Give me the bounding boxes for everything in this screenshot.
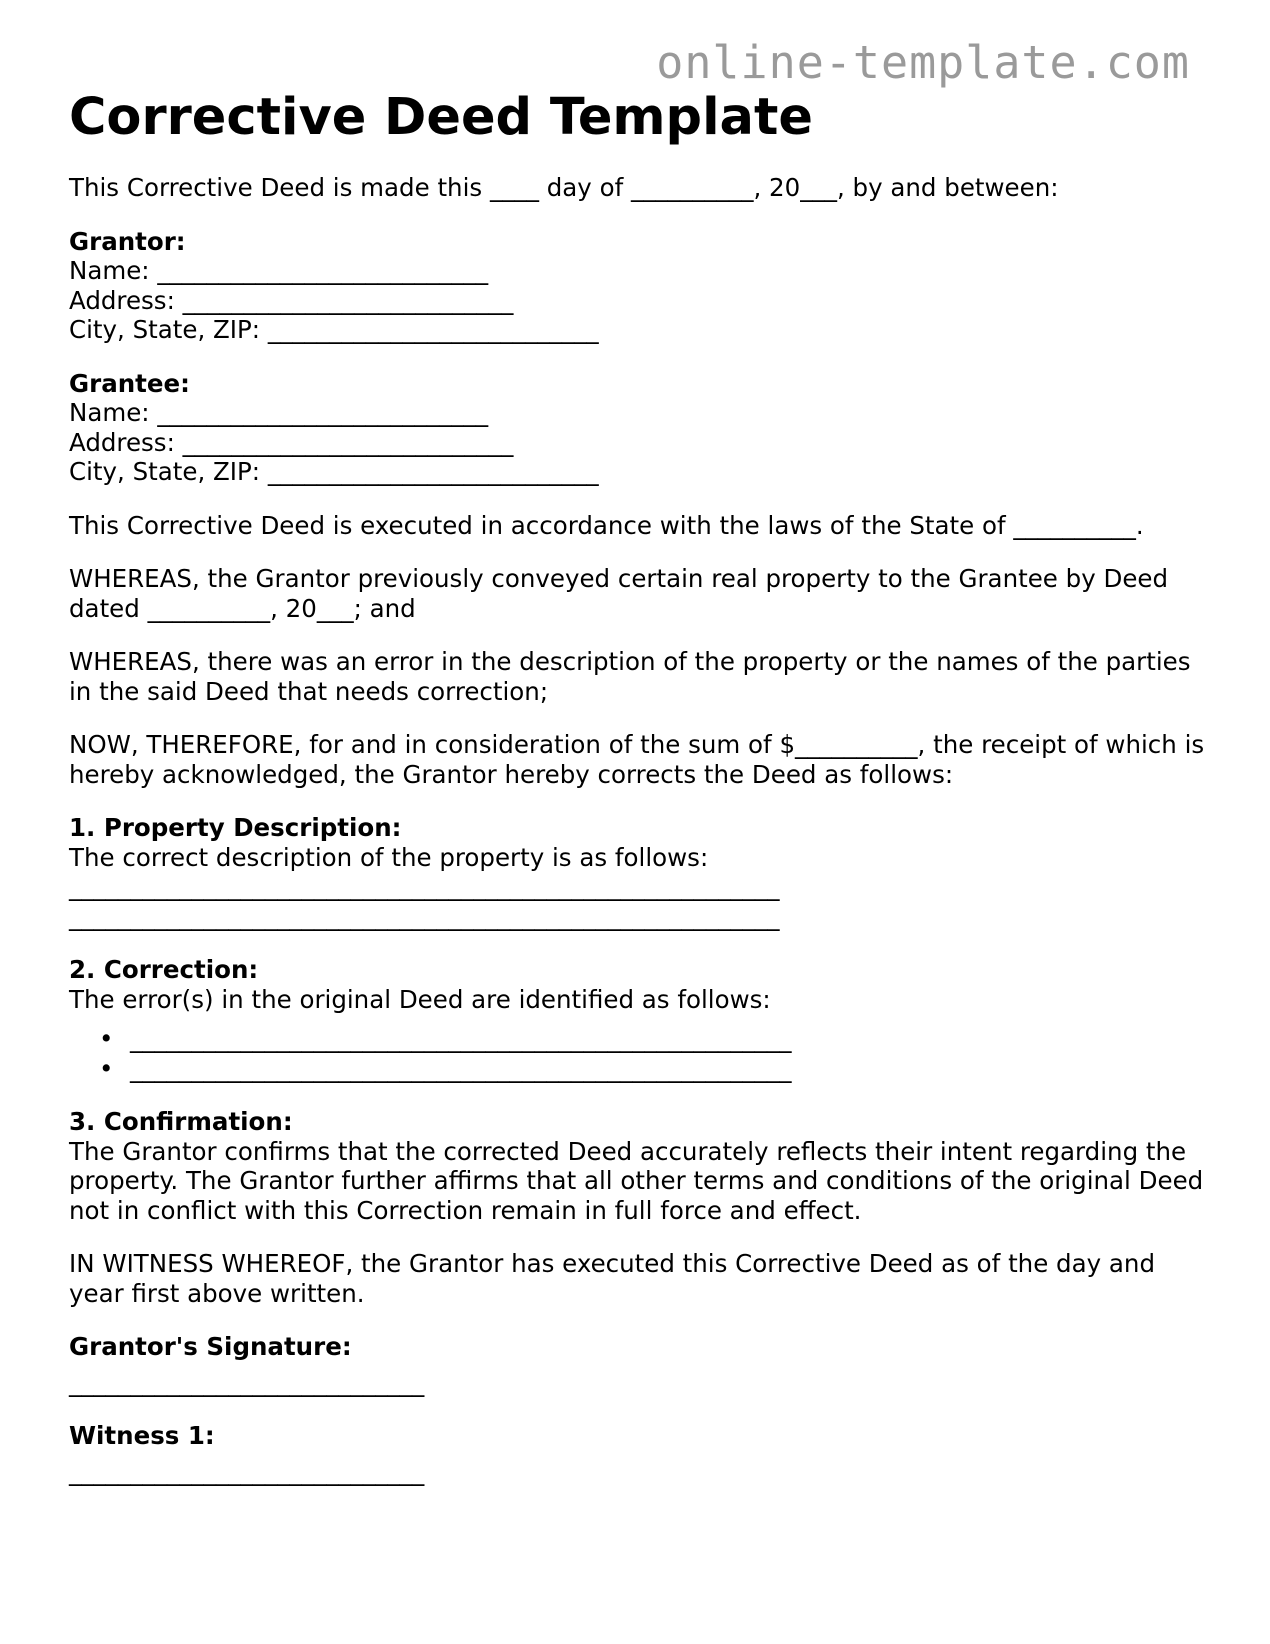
- grantor-signature-label: Grantor's Signature:: [69, 1332, 352, 1361]
- bullet-icon: •: [99, 1053, 114, 1083]
- grantor-city-field[interactable]: City, State, ZIP: ___________________________: [69, 315, 599, 344]
- witness1-signature-line[interactable]: _____________________________: [69, 1456, 425, 1486]
- section-property-description: [69, 813, 1209, 931]
- laws-paragraph: This Corrective Deed is executed in accordance with the laws of the State of __________.: [69, 510, 1144, 540]
- section1-text: The correct description of the property is as follows:: [69, 842, 709, 872]
- grantor-block: [69, 227, 1209, 345]
- grantor-heading: Grantor:: [69, 226, 186, 256]
- now-therefore-paragraph: NOW, THEREFORE, for and in consideration of the sum of $__________, the receipt of which is hereby acknowledged, the Grantor hereby corrects the Deed as follows:: [69, 730, 1205, 789]
- list-item[interactable]: [99, 1054, 1209, 1084]
- witness-whereof-paragraph: IN WITNESS WHEREOF, the Grantor has executed this Corrective Deed as of the day and year first above written.: [69, 1249, 1156, 1308]
- whereas-paragraph-1: WHEREAS, the Grantor previously conveyed certain real property to the Grantee by Deed dated __________, 20___; and: [69, 564, 1169, 623]
- witness1-label: Witness 1:: [69, 1421, 215, 1450]
- section-confirmation: [69, 1107, 1209, 1225]
- grantee-city-field[interactable]: City, State, ZIP: ___________________________: [69, 457, 599, 486]
- grantee-address-field[interactable]: Address: ___________________________: [69, 427, 514, 457]
- section1-heading: 1. Property Description:: [69, 813, 402, 842]
- section2-heading: 2. Correction:: [69, 955, 259, 984]
- correction-list: [69, 1024, 1209, 1083]
- document-title: Corrective Deed Template: [69, 88, 813, 147]
- bullet-icon: •: [99, 1024, 114, 1053]
- correction-line-2[interactable]: ______________________________________________________: [130, 1053, 792, 1083]
- grantor-name-field[interactable]: Name: ___________________________: [69, 256, 489, 285]
- section3-text: The Grantor confirms that the corrected Deed accurately reflects their intent regarding the property. The Grantor further affirms that all other terms and conditions of the original Deed not in conflict with this Correction remain in full force and effect.: [69, 1136, 1204, 1225]
- section-correction: [69, 955, 1209, 1014]
- grantor-signature-line[interactable]: _____________________________: [69, 1367, 425, 1397]
- intro-paragraph: This Corrective Deed is made this ____ day of __________, 20___, by and between:: [69, 173, 1059, 202]
- watermark: online-template.com: [656, 36, 1190, 89]
- grantor-signature-block: [69, 1332, 1209, 1397]
- grantee-name-field[interactable]: Name: ___________________________: [69, 398, 489, 427]
- grantee-heading: Grantee:: [69, 368, 190, 398]
- witness1-block: [69, 1421, 1209, 1486]
- property-description-line-1[interactable]: __________________________________________________________: [69, 872, 780, 901]
- document-page: [69, 86, 1209, 1510]
- whereas-paragraph-2: WHEREAS, there was an error in the description of the property or the names of the parties in the said Deed that needs correction;: [69, 647, 1191, 706]
- section2-text: The error(s) in the original Deed are identified as follows:: [69, 984, 771, 1014]
- grantor-address-field[interactable]: Address: ___________________________: [69, 285, 514, 315]
- correction-line-1[interactable]: ______________________________________________________: [130, 1024, 792, 1053]
- list-item[interactable]: [99, 1024, 1209, 1054]
- section3-heading: 3. Confirmation:: [69, 1107, 293, 1136]
- grantee-block: [69, 369, 1209, 487]
- property-description-line-2[interactable]: __________________________________________________________: [69, 901, 780, 931]
